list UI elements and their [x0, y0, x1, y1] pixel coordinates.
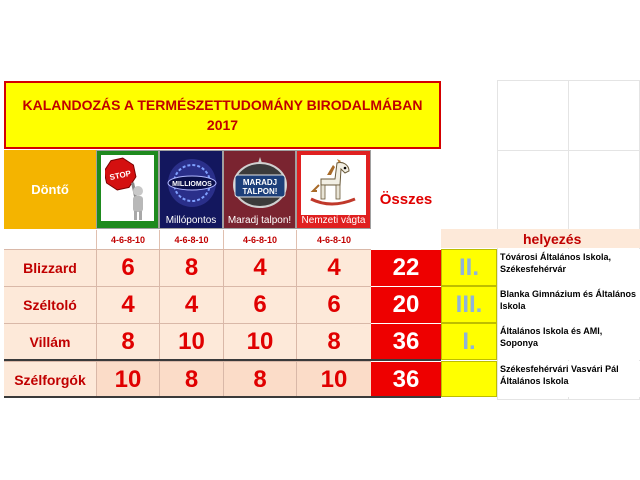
- osszes-header: Összes: [371, 150, 441, 249]
- score-cell: 6: [296, 286, 371, 323]
- score-cell: 8: [159, 249, 223, 286]
- place-cell: II.: [441, 249, 497, 286]
- scoring-cell: 4-6-8-10: [159, 230, 223, 249]
- team-name-szelforgok: Szélforgók: [4, 361, 96, 397]
- score-cell: 8: [96, 323, 159, 360]
- grid-line: [497, 80, 640, 81]
- score-cell: 6: [96, 249, 159, 286]
- place-cell: [441, 361, 497, 397]
- total-cell: 36: [371, 323, 441, 360]
- results-title: [4, 81, 441, 149]
- scoring-cell: 4-6-8-10: [223, 230, 296, 249]
- title-line-2: 2017: [206, 117, 239, 133]
- game-label-millopontos: Millópontos: [165, 215, 217, 226]
- total-cell: 20: [371, 286, 441, 323]
- row-separator: [4, 359, 441, 361]
- score-cell: 8: [159, 361, 223, 397]
- team-name-blizzard: Blizzard: [4, 249, 96, 286]
- team-name-szeltolo: Széltoló: [4, 286, 96, 323]
- game-header-millopontos: [159, 150, 223, 229]
- title-line-1: KALANDOZÁS A TERMÉSZETTUDOMÁNY BIRODALMÁBAN: [22, 97, 423, 113]
- game-header-maradj-talpon: [223, 150, 296, 229]
- team-name-villam: Villám: [4, 323, 96, 360]
- total-cell: 22: [371, 249, 441, 286]
- school-name: Tóvárosi Általános Iskola, Székesfehérvár: [498, 249, 640, 286]
- game-header-nemzeti-vagta: [296, 150, 371, 229]
- score-cell: 10: [223, 323, 296, 360]
- maradj-talpon-logo-icon: [230, 155, 290, 211]
- scoring-cell: 4-6-8-10: [296, 230, 371, 249]
- game-label-maradj-talpon: Maradj talpon!: [227, 215, 292, 226]
- game-label-nemzeti-vagta: Nemzeti vágta: [301, 215, 366, 226]
- millionaire-logo-icon: [166, 155, 218, 211]
- score-cell: 4: [223, 249, 296, 286]
- score-cell: 6: [223, 286, 296, 323]
- rocking-horse-icon: [307, 157, 363, 215]
- millionaire-logo-text: MILLIOMOS: [172, 181, 212, 188]
- helyezes-header: helyezés: [441, 229, 640, 248]
- score-cell: 10: [296, 361, 371, 397]
- row-separator: [4, 396, 441, 398]
- score-cell: 8: [223, 361, 296, 397]
- score-cell: 4: [159, 286, 223, 323]
- stop-sign-icon: [105, 157, 151, 223]
- grid-line: [497, 399, 640, 400]
- school-name: Blanka Gimnázium és Általános Iskola: [498, 286, 640, 323]
- score-cell: 10: [159, 323, 223, 360]
- scoring-blank: [4, 230, 96, 249]
- grid-line: [497, 150, 640, 151]
- donto-header: Döntő: [4, 150, 96, 229]
- score-cell: 10: [96, 361, 159, 397]
- school-name: Székesfehérvári Vasvári Pál Általános Iskola: [498, 361, 640, 397]
- place-cell: III.: [441, 286, 497, 323]
- school-name: Általános Iskola és AMI, Soponya: [498, 323, 640, 360]
- total-cell: 36: [371, 361, 441, 397]
- score-cell: 4: [296, 249, 371, 286]
- maradj-logo-text-2: TALPON!: [242, 187, 278, 196]
- maradj-logo-text-1: MARADJ: [242, 178, 278, 187]
- scoring-cell: 4-6-8-10: [96, 230, 159, 249]
- stop-sign-text: STOP: [108, 168, 132, 183]
- score-cell: 8: [296, 323, 371, 360]
- score-cell: 4: [96, 286, 159, 323]
- game-header-stop: [96, 150, 159, 229]
- place-cell: I.: [441, 323, 497, 360]
